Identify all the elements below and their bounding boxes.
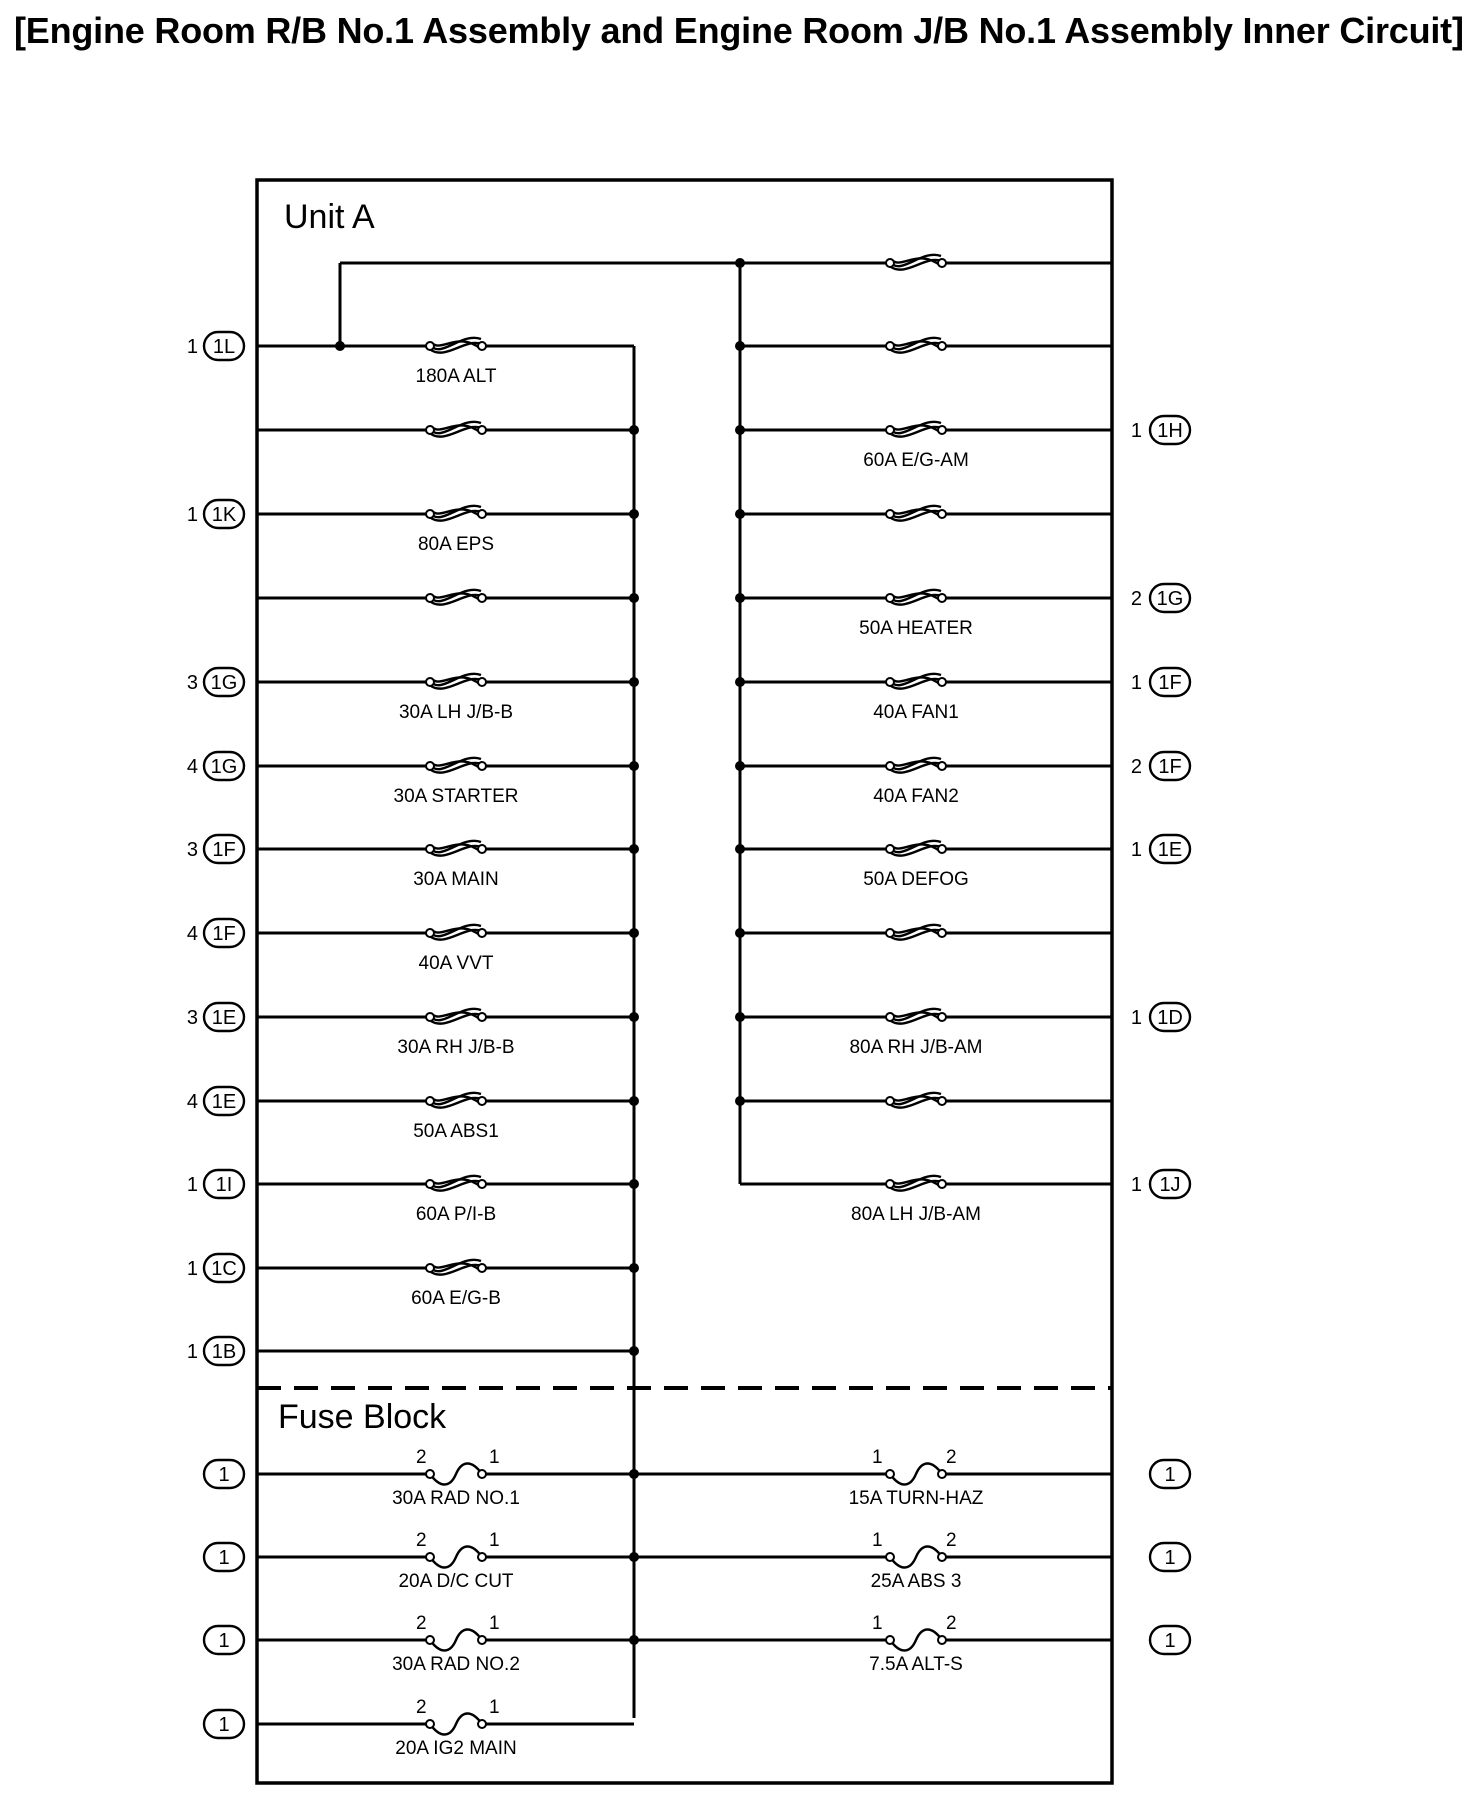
left-fuse-10-terminal (478, 1180, 486, 1188)
fb-left-fuse-2-terminal (478, 1636, 486, 1644)
unit-box (257, 180, 1112, 1783)
left-fuse-3-terminal (426, 594, 434, 602)
left-connector-id: 1K (211, 504, 237, 526)
left-connector-id: 1I (215, 1174, 233, 1196)
fuse-terminal-number: 1 (489, 1697, 500, 1718)
left-connector-id: 1G (210, 672, 238, 694)
fb-right-connector: 1 (1164, 1630, 1176, 1652)
left-pin-number: 1 (186, 336, 198, 358)
right-fuse-10-terminal (886, 1097, 894, 1105)
right-fuse-11-terminal (886, 1180, 894, 1188)
left-pin-number: 1 (186, 1258, 198, 1280)
fuse-terminal-number: 2 (416, 1613, 427, 1634)
junction-dot (335, 341, 345, 351)
left-pin-number: 3 (186, 672, 198, 694)
fuse-terminal-number: 2 (946, 1447, 957, 1468)
left-fuse-4-terminal (478, 678, 486, 686)
fb-left-fuse-1-terminal (478, 1553, 486, 1561)
left-fuse-8-terminal (426, 1013, 434, 1021)
left-fuse-label: 30A LH J/B-B (398, 702, 514, 723)
fb-left-fuse-3-terminal (478, 1720, 486, 1728)
right-fuse-4-terminal (886, 594, 894, 602)
left-fuse-2-terminal (426, 510, 434, 518)
fuse-terminal-number: 2 (946, 1530, 957, 1551)
fb-left-fuse-1-terminal (426, 1553, 434, 1561)
right-pin-number: 1 (1130, 420, 1142, 442)
left-pin-number: 1 (186, 504, 198, 526)
left-fuse-8-terminal (478, 1013, 486, 1021)
left-fuse-3-terminal (478, 594, 486, 602)
fb-right-fuse-0-terminal (938, 1470, 946, 1478)
right-fuse-11-terminal (938, 1180, 946, 1188)
fb-left-fuse-3-terminal (426, 1720, 434, 1728)
left-fuse-10-terminal (426, 1180, 434, 1188)
left-fuse-label: 60A P/I-B (415, 1204, 497, 1225)
fb-left-fuse-2-terminal (426, 1636, 434, 1644)
right-fuse-7-terminal (938, 845, 946, 853)
left-fuse-label: 30A RH J/B-B (397, 1037, 515, 1058)
right-fuse-label: 50A DEFOG (863, 869, 969, 890)
left-fuse-5-terminal (478, 762, 486, 770)
left-connector-id: 1F (212, 839, 236, 861)
right-connector-id: 1F (1158, 672, 1182, 694)
right-connector-id: 1H (1157, 420, 1183, 442)
right-fuse-9-terminal (938, 1013, 946, 1021)
fuse-terminal-number: 2 (416, 1697, 427, 1718)
fuse-terminal-number: 1 (872, 1447, 883, 1468)
right-connector-id: 1G (1156, 588, 1184, 610)
left-fuse-11-terminal (478, 1264, 486, 1272)
left-pin-number: 4 (186, 756, 198, 778)
fb-left-fuse-0-terminal (478, 1470, 486, 1478)
left-connector-id: 1G (210, 756, 238, 778)
right-fuse-3-terminal (886, 510, 894, 518)
fb-right-fuse-0-terminal (886, 1470, 894, 1478)
right-fuse-label: 40A FAN2 (873, 786, 959, 807)
right-fuse-label: 40A FAN1 (873, 702, 959, 723)
right-fuse-0-terminal (886, 259, 894, 267)
right-fuse-9-terminal (886, 1013, 894, 1021)
right-fuse-label: 50A HEATER (859, 618, 973, 639)
fb-left-fuse-label: 20A IG2 MAIN (395, 1738, 517, 1759)
right-connector-id: 1D (1157, 1007, 1183, 1029)
fb-right-fuse-label: 15A TURN-HAZ (848, 1488, 984, 1509)
left-pin-number: 1 (186, 1341, 198, 1363)
left-pin-number: 1 (186, 1174, 198, 1196)
fb-left-connector: 1 (218, 1547, 230, 1569)
left-pin-number: 3 (186, 1007, 198, 1029)
left-connector-id: 1E (211, 1091, 237, 1113)
right-fuse-3-terminal (938, 510, 946, 518)
left-connector-id: 1L (212, 336, 236, 358)
right-connector-id: 1F (1158, 756, 1182, 778)
right-fuse-5-terminal (938, 678, 946, 686)
left-fuse-0-terminal (478, 342, 486, 350)
fuse-terminal-number: 2 (416, 1447, 427, 1468)
right-fuse-8-terminal (886, 929, 894, 937)
right-fuse-6-terminal (886, 762, 894, 770)
fuse-terminal-number: 2 (946, 1613, 957, 1634)
right-pin-number: 2 (1130, 756, 1142, 778)
right-connector-id: 1J (1159, 1174, 1181, 1196)
right-fuse-1-terminal (886, 342, 894, 350)
fb-left-connector: 1 (218, 1630, 230, 1652)
fuse-terminal-number: 1 (489, 1613, 500, 1634)
fb-right-fuse-2-terminal (938, 1636, 946, 1644)
left-fuse-6-terminal (478, 845, 486, 853)
section-label-unit-a: Unit A (284, 198, 375, 236)
fb-right-connector: 1 (1164, 1547, 1176, 1569)
right-fuse-label: 60A E/G-AM (863, 450, 969, 471)
right-fuse-5-terminal (886, 678, 894, 686)
fuse-terminal-number: 1 (489, 1530, 500, 1551)
right-fuse-2-terminal (886, 426, 894, 434)
left-fuse-0-terminal (426, 342, 434, 350)
left-connector-id: 1F (212, 923, 236, 945)
right-pin-number: 1 (1130, 1174, 1142, 1196)
left-connector-id: 1B (211, 1341, 237, 1363)
left-fuse-4-terminal (426, 678, 434, 686)
left-fuse-label: 30A MAIN (413, 869, 499, 890)
left-fuse-5-terminal (426, 762, 434, 770)
fb-left-fuse-0-terminal (426, 1470, 434, 1478)
left-connector-id: 1E (211, 1007, 237, 1029)
fb-right-fuse-1-terminal (886, 1553, 894, 1561)
right-pin-number: 2 (1130, 588, 1142, 610)
left-connector-id: 1C (211, 1258, 237, 1280)
right-fuse-2-terminal (938, 426, 946, 434)
right-fuse-label: 80A LH J/B-AM (851, 1204, 981, 1225)
right-fuse-6-terminal (938, 762, 946, 770)
fb-left-fuse-label: 20A D/C CUT (398, 1571, 514, 1592)
left-pin-number: 4 (186, 1091, 198, 1113)
right-fuse-8-terminal (938, 929, 946, 937)
right-pin-number: 1 (1130, 672, 1142, 694)
left-fuse-label: 80A EPS (417, 534, 495, 555)
fuse-terminal-number: 1 (872, 1530, 883, 1551)
left-fuse-11-terminal (426, 1264, 434, 1272)
left-fuse-9-terminal (426, 1097, 434, 1105)
fuse-terminal-number: 1 (872, 1613, 883, 1634)
fb-right-fuse-label: 7.5A ALT-S (869, 1654, 963, 1675)
left-fuse-1-terminal (478, 426, 486, 434)
right-fuse-7-terminal (886, 845, 894, 853)
left-fuse-label: 180A ALT (415, 366, 497, 387)
fb-left-connector: 1 (218, 1464, 230, 1486)
left-fuse-7-terminal (426, 929, 434, 937)
fb-right-fuse-1-terminal (938, 1553, 946, 1561)
left-fuse-label: 60A E/G-B (411, 1288, 501, 1309)
right-fuse-label: 80A RH J/B-AM (849, 1037, 983, 1058)
right-fuse-1-terminal (938, 342, 946, 350)
fb-right-fuse-2-terminal (886, 1636, 894, 1644)
left-fuse-2-terminal (478, 510, 486, 518)
left-fuse-1-terminal (426, 426, 434, 434)
right-fuse-0-terminal (938, 259, 946, 267)
section-label-fuse-block: Fuse Block (278, 1398, 447, 1436)
fb-right-connector: 1 (1164, 1464, 1176, 1486)
left-fuse-label: 40A VVT (418, 953, 494, 974)
left-pin-number: 4 (186, 923, 198, 945)
right-fuse-10-terminal (938, 1097, 946, 1105)
left-fuse-9-terminal (478, 1097, 486, 1105)
right-fuse-4-terminal (938, 594, 946, 602)
fuse-terminal-number: 2 (416, 1530, 427, 1551)
right-pin-number: 1 (1130, 839, 1142, 861)
right-pin-number: 1 (1130, 1007, 1142, 1029)
left-fuse-6-terminal (426, 845, 434, 853)
left-fuse-label: 30A STARTER (393, 786, 519, 807)
fb-left-fuse-label: 30A RAD NO.2 (392, 1654, 520, 1675)
left-fuse-label: 50A ABS1 (413, 1121, 499, 1142)
right-connector-id: 1E (1157, 839, 1183, 861)
fb-left-fuse-label: 30A RAD NO.1 (392, 1488, 520, 1509)
left-pin-number: 3 (186, 839, 198, 861)
left-fuse-7-terminal (478, 929, 486, 937)
fuse-terminal-number: 1 (489, 1447, 500, 1468)
fb-right-fuse-label: 25A ABS 3 (870, 1571, 962, 1592)
fb-left-connector: 1 (218, 1714, 230, 1736)
page-title: [Engine Room R/B No.1 Assembly and Engine Room J/B No.1 Assembly Inner Circuit] (14, 10, 1464, 51)
